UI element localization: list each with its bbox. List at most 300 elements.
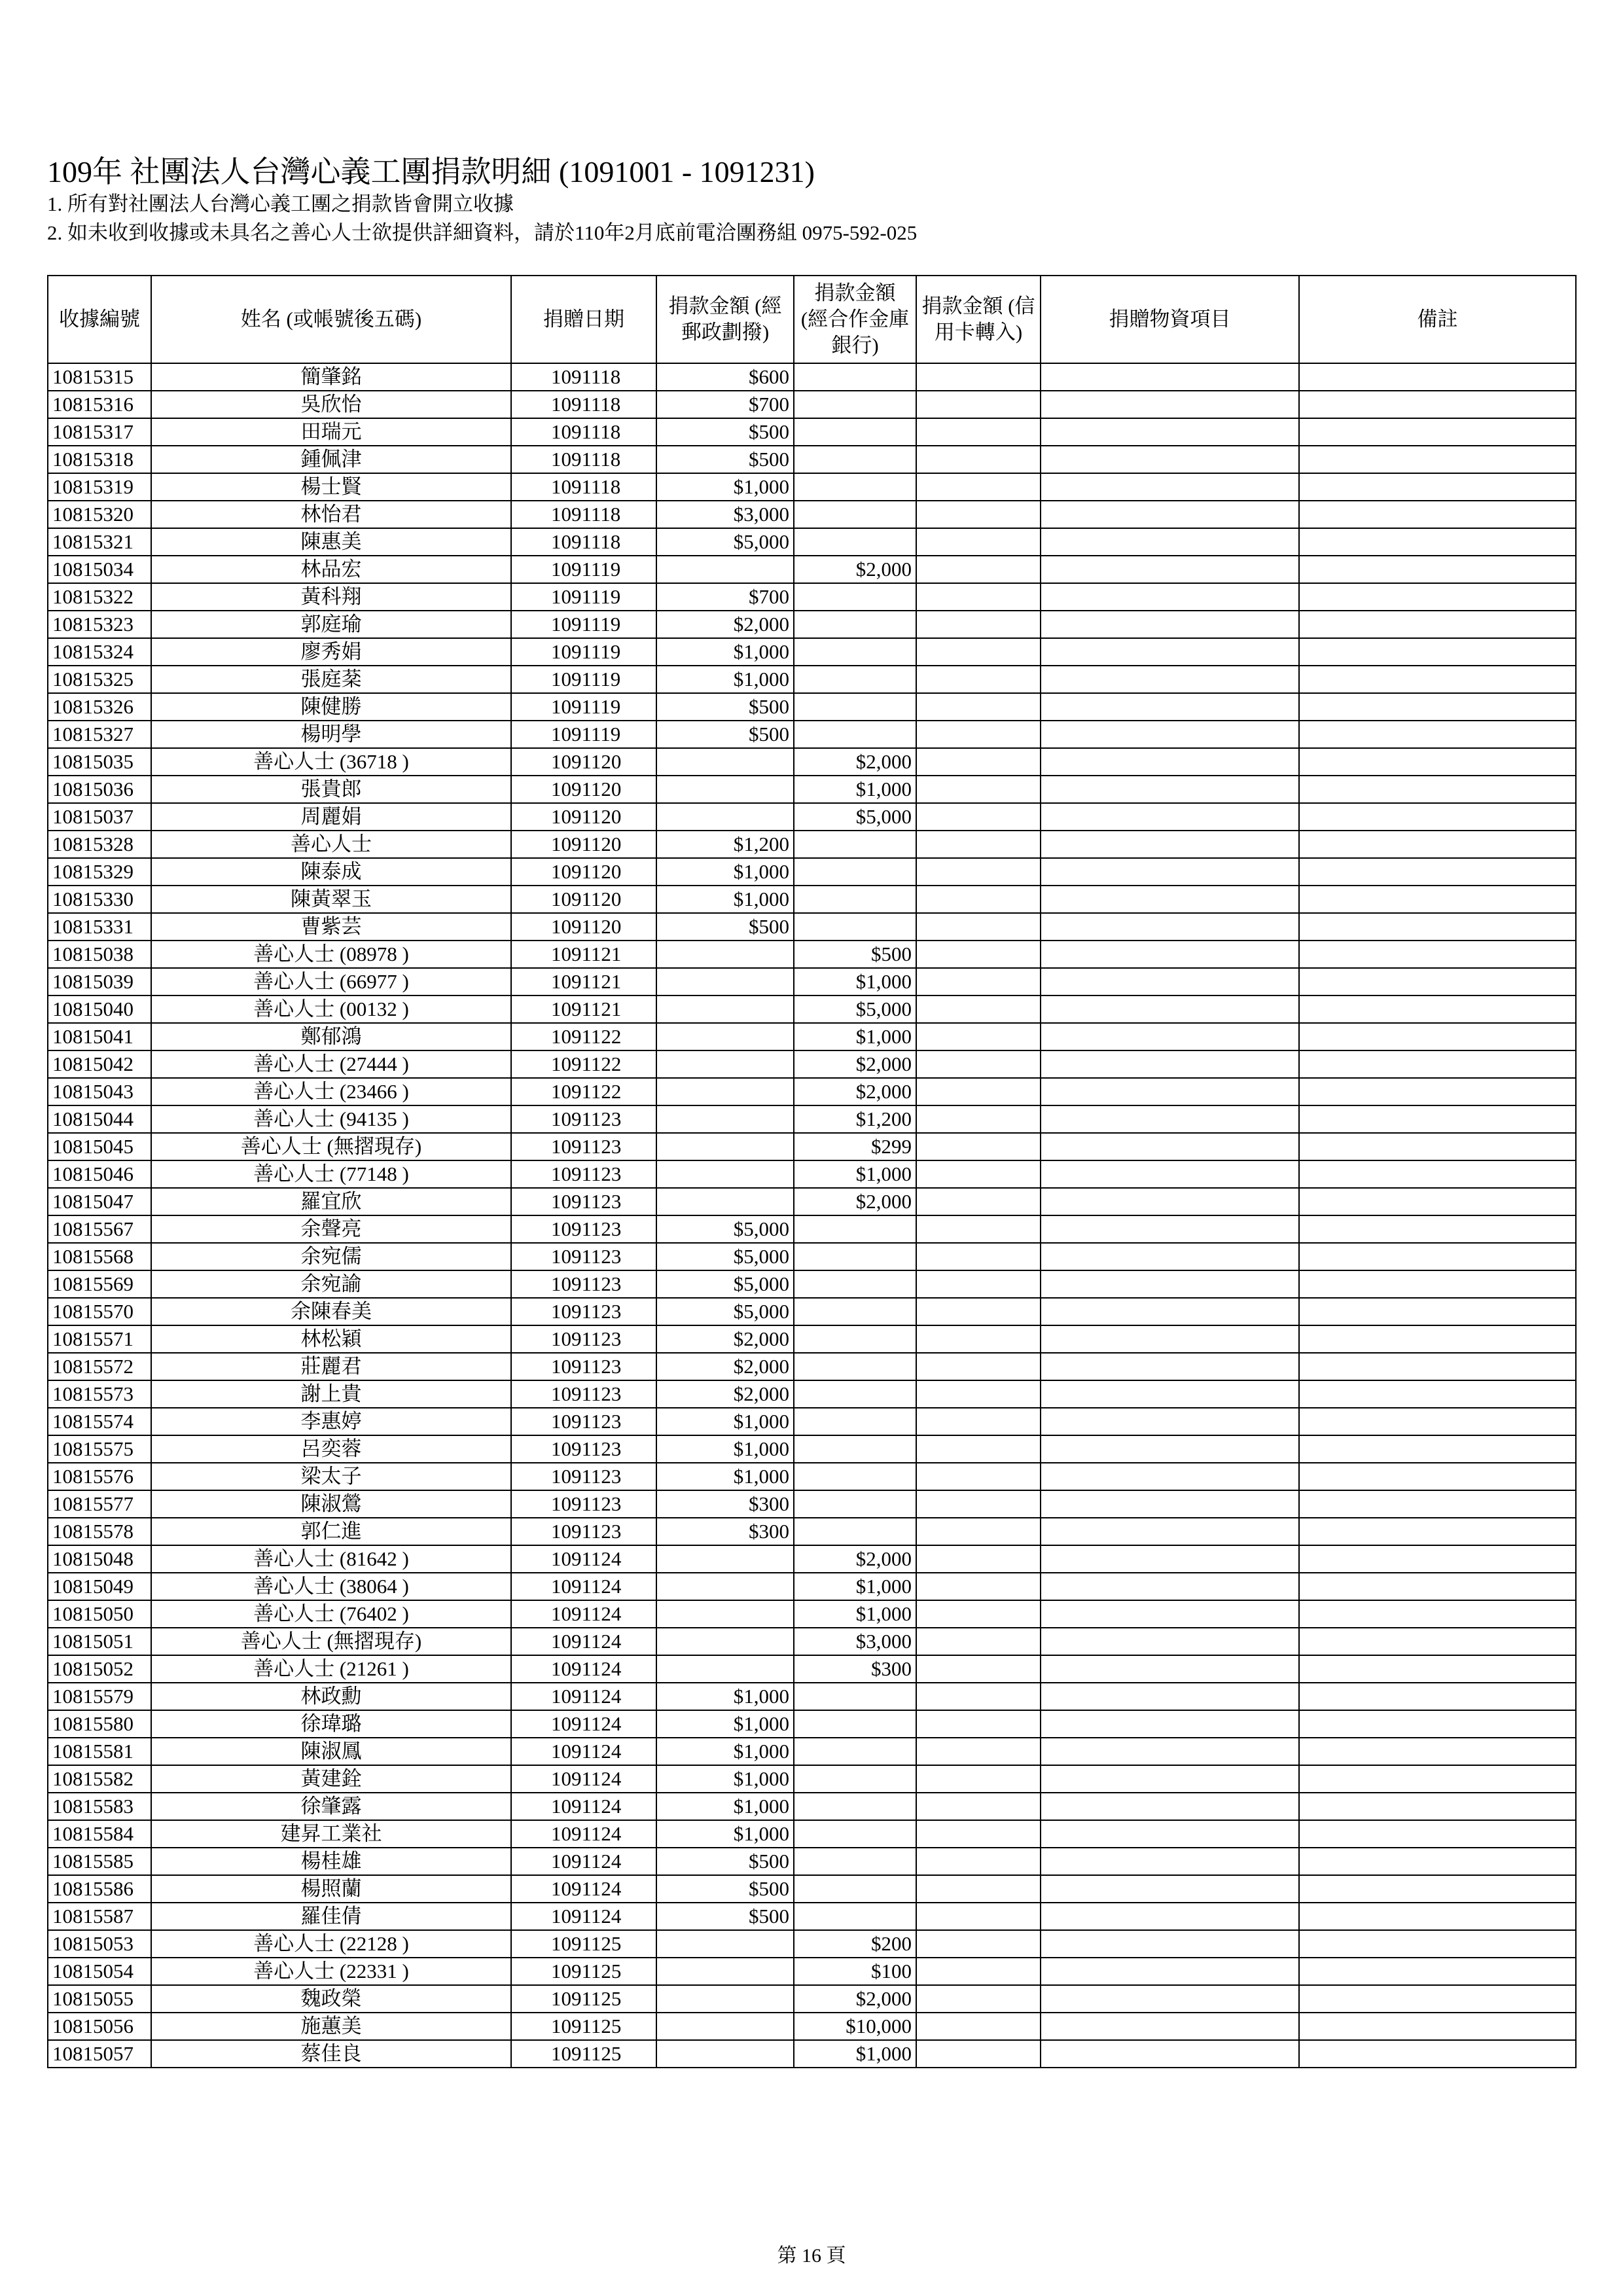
donor-name-cell: 魏政榮 [151,1985,511,2013]
credit-card-amount-cell [916,1133,1041,1160]
credit-card-amount-cell [916,418,1041,446]
remarks-cell [1299,1683,1576,1710]
bank-amount-cell: $1,000 [794,1573,916,1600]
remarks-cell [1299,1380,1576,1408]
receipt-no-cell: 10815319 [48,473,151,501]
table-header-row [48,276,1576,363]
donated-items-cell [1041,1353,1299,1380]
donation-date-cell: 1091122 [511,1078,656,1105]
donated-items-cell [1041,1215,1299,1243]
donor-name-cell: 廖秀娟 [151,638,511,666]
credit-card-amount-cell [916,1848,1041,1875]
receipt-no-cell: 10815325 [48,666,151,693]
receipt-no-cell: 10815584 [48,1820,151,1848]
remarks-cell [1299,1930,1576,1958]
table-row [48,1985,1576,2013]
receipt-no-cell: 10815585 [48,1848,151,1875]
donated-items-cell [1041,1848,1299,1875]
table-row [48,886,1576,913]
credit-card-amount-cell [916,1683,1041,1710]
receipt-no-cell: 10815331 [48,913,151,941]
receipt-no-cell: 10815579 [48,1683,151,1710]
remarks-cell [1299,583,1576,611]
donated-items-cell [1041,941,1299,968]
donated-items-cell [1041,1188,1299,1215]
donation-date-cell: 1091124 [511,1545,656,1573]
donation-date-cell: 1091119 [511,556,656,583]
donor-name-cell: 羅佳倩 [151,1903,511,1930]
donation-date-cell: 1091124 [511,1903,656,1930]
credit-card-amount-cell [916,886,1041,913]
bank-amount-cell: $2,000 [794,1050,916,1078]
bank-amount-cell [794,1380,916,1408]
table-row [48,1490,1576,1518]
remarks-cell [1299,886,1576,913]
credit-card-amount-cell [916,2040,1041,2068]
remarks-cell [1299,1820,1576,1848]
donation-date-cell: 1091125 [511,1985,656,2013]
donation-date-cell: 1091120 [511,858,656,886]
receipt-no-cell: 10815330 [48,886,151,913]
remarks-cell [1299,1985,1576,2013]
donated-items-cell [1041,1875,1299,1903]
donor-name-cell: 建昇工業社 [151,1820,511,1848]
donor-name-cell: 善心人士 (38064 ) [151,1573,511,1600]
table-row [48,1188,1576,1215]
credit-card-amount-cell [916,446,1041,473]
credit-card-amount-cell [916,583,1041,611]
donated-items-cell [1041,1738,1299,1765]
credit-card-amount-cell [916,941,1041,968]
donor-name-cell: 林怡君 [151,501,511,528]
credit-card-amount-cell [916,1793,1041,1820]
postal-amount-cell [656,1078,794,1105]
bank-amount-cell [794,1408,916,1435]
donor-name-cell: 善心人士 (76402 ) [151,1600,511,1628]
credit-card-amount-cell [916,638,1041,666]
table-row [48,1105,1576,1133]
bank-amount-cell [794,391,916,418]
donated-items-cell [1041,1628,1299,1655]
table-row [48,1903,1576,1930]
table-row [48,831,1576,858]
bank-amount-cell: $5,000 [794,996,916,1023]
credit-card-amount-cell [916,693,1041,721]
donated-items-cell [1041,803,1299,831]
donated-items-cell [1041,776,1299,803]
postal-amount-cell: $600 [656,363,794,391]
donor-name-cell: 施蕙美 [151,2013,511,2040]
donation-date-cell: 1091120 [511,831,656,858]
table-row [48,1573,1576,1600]
donation-date-cell: 1091124 [511,1738,656,1765]
postal-amount-cell: $2,000 [656,1353,794,1380]
donated-items-cell [1041,1903,1299,1930]
credit-card-amount-cell [916,968,1041,996]
remarks-cell [1299,1848,1576,1875]
postal-amount-cell: $1,000 [656,1820,794,1848]
postal-amount-cell [656,968,794,996]
bank-amount-cell: $2,000 [794,748,916,776]
donated-items-cell [1041,1133,1299,1160]
remarks-cell [1299,748,1576,776]
remarks-cell [1299,1270,1576,1298]
receipt-no-cell: 10815580 [48,1710,151,1738]
receipt-no-cell: 10815047 [48,1188,151,1215]
receipt-no-cell: 10815578 [48,1518,151,1545]
postal-amount-cell [656,1188,794,1215]
receipt-no-cell: 10815321 [48,528,151,556]
remarks-cell [1299,1160,1576,1188]
table-row [48,1050,1576,1078]
donation-date-cell: 1091124 [511,1710,656,1738]
postal-amount-cell [656,1573,794,1600]
receipt-no-cell: 10815318 [48,446,151,473]
bank-amount-cell [794,1875,916,1903]
table-row [48,1710,1576,1738]
donation-date-cell: 1091119 [511,721,656,748]
document-title: 109年 社團法人台灣心義工團捐款明細 (1091001 - 1091231) [47,155,815,188]
donation-date-cell: 1091123 [511,1105,656,1133]
remarks-cell [1299,556,1576,583]
postal-amount-cell: $2,000 [656,611,794,638]
remarks-cell [1299,1710,1576,1738]
donor-name-cell: 善心人士 [151,831,511,858]
credit-card-amount-cell [916,1215,1041,1243]
credit-card-amount-cell [916,776,1041,803]
receipt-no-cell: 10815573 [48,1380,151,1408]
postal-amount-cell: $700 [656,391,794,418]
donated-items-cell [1041,1490,1299,1518]
remarks-cell [1299,1188,1576,1215]
bank-amount-cell: $1,000 [794,1600,916,1628]
donor-name-cell: 楊士賢 [151,473,511,501]
donor-name-cell: 善心人士 (無摺現存) [151,1133,511,1160]
table-row [48,803,1576,831]
receipt-no-cell: 10815323 [48,611,151,638]
donor-name-cell: 陳淑鳳 [151,1738,511,1765]
bank-amount-cell [794,1463,916,1490]
donation-date-cell: 1091123 [511,1188,656,1215]
donated-items-cell [1041,1435,1299,1463]
postal-amount-cell [656,2040,794,2068]
credit-card-amount-cell [916,1765,1041,1793]
bank-amount-cell: $2,000 [794,1985,916,2013]
postal-amount-cell: $1,000 [656,1683,794,1710]
bank-amount-cell [794,528,916,556]
table-row [48,391,1576,418]
table-row [48,611,1576,638]
bank-amount-cell [794,611,916,638]
postal-amount-cell: $1,000 [656,1738,794,1765]
table-row [48,638,1576,666]
remarks-cell [1299,1545,1576,1573]
table-row [48,528,1576,556]
remarks-cell [1299,1133,1576,1160]
donor-name-cell: 黃建銓 [151,1765,511,1793]
donor-name-cell: 陳泰成 [151,858,511,886]
table-row [48,1958,1576,1985]
donation-date-cell: 1091123 [511,1160,656,1188]
remarks-cell [1299,1078,1576,1105]
table-row [48,968,1576,996]
donated-items-cell [1041,528,1299,556]
remarks-cell [1299,776,1576,803]
donor-name-cell: 郭庭瑜 [151,611,511,638]
postal-amount-cell: $500 [656,418,794,446]
receipt-no-cell: 10815571 [48,1325,151,1353]
donated-items-cell [1041,1023,1299,1050]
postal-amount-cell [656,803,794,831]
bank-amount-cell [794,1683,916,1710]
receipt-no-cell: 10815586 [48,1875,151,1903]
table-row [48,583,1576,611]
donor-name-cell: 善心人士 (81642 ) [151,1545,511,1573]
bank-amount-cell [794,1490,916,1518]
receipt-no-cell: 10815043 [48,1078,151,1105]
table-row [48,1655,1576,1683]
postal-amount-cell [656,996,794,1023]
postal-amount-cell: $300 [656,1490,794,1518]
donated-items-cell [1041,1243,1299,1270]
donation-date-cell: 1091120 [511,748,656,776]
remarks-cell [1299,831,1576,858]
credit-card-amount-cell [916,913,1041,941]
donor-name-cell: 善心人士 (21261 ) [151,1655,511,1683]
remarks-cell [1299,1215,1576,1243]
donated-items-cell [1041,1160,1299,1188]
bank-amount-cell [794,446,916,473]
bank-amount-cell [794,1215,916,1243]
credit-card-amount-cell [916,1188,1041,1215]
donor-name-cell: 呂奕蓉 [151,1435,511,1463]
receipt-no-cell: 10815040 [48,996,151,1023]
bank-amount-cell [794,363,916,391]
receipt-no-cell: 10815049 [48,1573,151,1600]
credit-card-amount-cell [916,748,1041,776]
credit-card-amount-cell [916,1875,1041,1903]
bank-amount-cell: $2,000 [794,556,916,583]
note-contact: 2. 如未收到收據或未具名之善心人士欲提供詳細資料，請於110年2月底前電洽團務組 0975-592-025 [47,221,918,244]
donated-items-cell [1041,1380,1299,1408]
donated-items-cell [1041,886,1299,913]
donation-date-cell: 1091121 [511,996,656,1023]
postal-amount-cell: $1,200 [656,831,794,858]
table-row [48,446,1576,473]
donor-name-cell: 善心人士 (08978 ) [151,941,511,968]
receipt-no-cell: 10815569 [48,1270,151,1298]
donor-name-cell: 楊明學 [151,721,511,748]
donor-name-cell: 梁太子 [151,1463,511,1490]
table-row [48,1160,1576,1188]
donation-date-cell: 1091118 [511,391,656,418]
donated-items-cell [1041,446,1299,473]
donation-date-cell: 1091119 [511,693,656,721]
credit-card-amount-cell [916,1408,1041,1435]
postal-amount-cell [656,1958,794,1985]
table-row [48,1435,1576,1463]
postal-amount-cell: $3,000 [656,501,794,528]
donated-items-cell [1041,501,1299,528]
table-row [48,1078,1576,1105]
bank-amount-cell: $1,000 [794,1023,916,1050]
donor-name-cell: 吳欣怡 [151,391,511,418]
postal-amount-cell: $1,000 [656,858,794,886]
table-row [48,1628,1576,1655]
credit-card-amount-cell [916,1985,1041,2013]
postal-amount-cell: $5,000 [656,1243,794,1270]
remarks-cell [1299,1793,1576,1820]
bank-amount-cell [794,1820,916,1848]
donation-date-cell: 1091125 [511,1958,656,1985]
donated-items-cell [1041,1463,1299,1490]
bank-amount-cell [794,858,916,886]
postal-amount-cell [656,941,794,968]
bank-amount-cell: $500 [794,941,916,968]
receipt-no-cell: 10815326 [48,693,151,721]
donated-items-cell [1041,1985,1299,2013]
donation-date-cell: 1091123 [511,1380,656,1408]
donated-items-cell [1041,556,1299,583]
bank-amount-cell [794,1903,916,1930]
credit-card-amount-cell [916,721,1041,748]
donor-name-cell: 黃科翔 [151,583,511,611]
bank-amount-cell: $1,000 [794,776,916,803]
remarks-cell [1299,1050,1576,1078]
bank-amount-cell [794,1848,916,1875]
receipt-no-cell: 10815329 [48,858,151,886]
credit-card-amount-cell [916,528,1041,556]
table-row [48,1325,1576,1353]
donated-items-cell [1041,1655,1299,1683]
remarks-cell [1299,941,1576,968]
postal-amount-cell [656,1655,794,1683]
credit-card-amount-cell [916,1655,1041,1683]
table-row [48,1820,1576,1848]
donation-date-cell: 1091124 [511,1848,656,1875]
table-row [48,858,1576,886]
donated-items-cell [1041,473,1299,501]
remarks-cell [1299,1463,1576,1490]
bank-amount-cell [794,1243,916,1270]
table-row [48,1215,1576,1243]
donation-date-cell: 1091118 [511,363,656,391]
bank-amount-cell: $1,000 [794,2040,916,2068]
postal-amount-cell: $1,000 [656,1435,794,1463]
receipt-no-cell: 10815575 [48,1435,151,1463]
donation-date-cell: 1091125 [511,2040,656,2068]
bank-amount-cell [794,721,916,748]
bank-amount-cell [794,831,916,858]
credit-card-amount-cell [916,1710,1041,1738]
donation-date-cell: 1091124 [511,1655,656,1683]
remarks-cell [1299,1765,1576,1793]
remarks-cell [1299,446,1576,473]
header-amount-postal: 捐款金額 (經郵政劃撥) [656,276,794,363]
postal-amount-cell: $1,000 [656,473,794,501]
table-row [48,556,1576,583]
donated-items-cell [1041,363,1299,391]
receipt-no-cell: 10815054 [48,1958,151,1985]
remarks-cell [1299,1023,1576,1050]
donor-name-cell: 林政勳 [151,1683,511,1710]
donation-date-cell: 1091118 [511,418,656,446]
credit-card-amount-cell [916,1105,1041,1133]
table-row [48,666,1576,693]
header-amount-credit-card: 捐款金額 (信用卡轉入) [916,276,1041,363]
receipt-no-cell: 10815035 [48,748,151,776]
remarks-cell [1299,528,1576,556]
credit-card-amount-cell [916,1023,1041,1050]
remarks-cell [1299,803,1576,831]
postal-amount-cell: $5,000 [656,1270,794,1298]
donor-name-cell: 田瑞元 [151,418,511,446]
postal-amount-cell: $5,000 [656,1298,794,1325]
donor-name-cell: 羅宜欣 [151,1188,511,1215]
donation-date-cell: 1091123 [511,1325,656,1353]
bank-amount-cell: $100 [794,1958,916,1985]
receipt-no-cell: 10815037 [48,803,151,831]
bank-amount-cell [794,666,916,693]
bank-amount-cell [794,1710,916,1738]
credit-card-amount-cell [916,1353,1041,1380]
bank-amount-cell [794,638,916,666]
donation-date-cell: 1091120 [511,913,656,941]
remarks-cell [1299,1435,1576,1463]
remarks-cell [1299,1353,1576,1380]
remarks-cell [1299,666,1576,693]
table-row [48,1353,1576,1380]
receipt-no-cell: 10815053 [48,1930,151,1958]
postal-amount-cell [656,1160,794,1188]
postal-amount-cell: $1,000 [656,1765,794,1793]
donor-name-cell: 善心人士 (22331 ) [151,1958,511,1985]
donation-date-cell: 1091123 [511,1298,656,1325]
donation-date-cell: 1091123 [511,1215,656,1243]
donor-name-cell: 張庭棻 [151,666,511,693]
donation-date-cell: 1091124 [511,1628,656,1655]
receipt-no-cell: 10815038 [48,941,151,968]
bank-amount-cell: $3,000 [794,1628,916,1655]
donation-date-cell: 1091123 [511,1518,656,1545]
donor-name-cell: 謝上貴 [151,1380,511,1408]
donor-name-cell: 楊桂雄 [151,1848,511,1875]
donated-items-cell [1041,1765,1299,1793]
remarks-cell [1299,1958,1576,1985]
receipt-no-cell: 10815570 [48,1298,151,1325]
postal-amount-cell: $1,000 [656,638,794,666]
postal-amount-cell [656,1050,794,1078]
credit-card-amount-cell [916,1435,1041,1463]
donor-name-cell: 曹紫芸 [151,913,511,941]
donor-name-cell: 善心人士 (36718 ) [151,748,511,776]
donor-name-cell: 余宛儒 [151,1243,511,1270]
donation-date-cell: 1091124 [511,1820,656,1848]
remarks-cell [1299,1628,1576,1655]
donation-date-cell: 1091123 [511,1270,656,1298]
donor-name-cell: 莊麗君 [151,1353,511,1380]
receipt-no-cell: 10815039 [48,968,151,996]
receipt-no-cell: 10815316 [48,391,151,418]
receipt-no-cell: 10815576 [48,1463,151,1490]
donation-date-cell: 1091118 [511,446,656,473]
receipt-no-cell: 10815322 [48,583,151,611]
donation-date-cell: 1091124 [511,1875,656,1903]
remarks-cell [1299,968,1576,996]
bank-amount-cell: $2,000 [794,1545,916,1573]
donation-date-cell: 1091123 [511,1353,656,1380]
donor-name-cell: 張貴郎 [151,776,511,803]
